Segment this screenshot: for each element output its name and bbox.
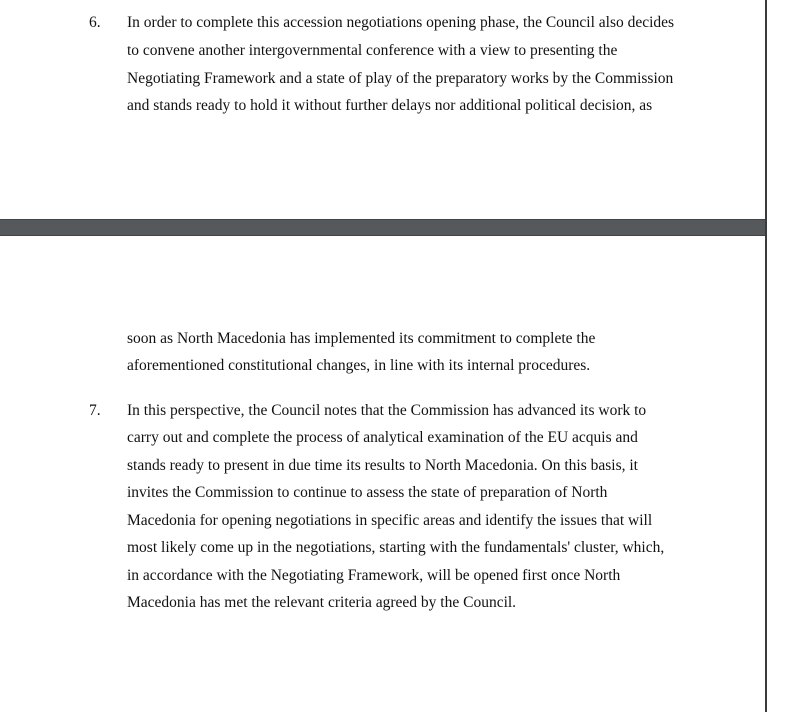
document-page-top <box>0 0 765 219</box>
paragraph-line: soon as North Macedonia has implemented its commitment to complete the <box>127 330 596 347</box>
paragraph-line: and stands ready to hold it without further delays nor additional political decision, as <box>127 97 653 114</box>
paragraph-line: Macedonia has met the relevant criteria agreed by the Council. <box>127 594 517 611</box>
paragraph-line: in accordance with the Negotiating Framework, will be opened first once North <box>127 567 621 584</box>
paragraph-line: Negotiating Framework and a state of play of the preparatory works by the Commission <box>127 70 674 87</box>
paragraph-number: 6. <box>89 14 101 31</box>
paragraph-line: carry out and complete the process of analytical examination of the EU acquis and <box>127 429 638 446</box>
page-separator <box>0 219 767 236</box>
paragraph-line: Macedonia for opening negotiations in specific areas and identify the issues that will <box>127 512 653 529</box>
page-right-edge <box>765 0 767 712</box>
document-page-bottom <box>0 236 765 712</box>
paragraph-line: stands ready to present in due time its results to North Macedonia. On this basis, it <box>127 457 638 474</box>
paragraph-line: In this perspective, the Council notes that the Commission has advanced its work to <box>127 402 647 419</box>
paragraph-number: 7. <box>89 402 101 419</box>
paragraph-line: invites the Commission to continue to assess the state of preparation of North <box>127 484 608 501</box>
paragraph-line: In order to complete this accession negotiations opening phase, the Council also decides <box>127 14 675 31</box>
paragraph-line: most likely come up in the negotiations, starting with the fundamentals' cluster, which, <box>127 539 665 556</box>
paragraph-line: to convene another intergovernmental conference with a view to presenting the <box>127 42 618 59</box>
paragraph-line: aforementioned constitutional changes, in line with its internal procedures. <box>127 357 591 374</box>
